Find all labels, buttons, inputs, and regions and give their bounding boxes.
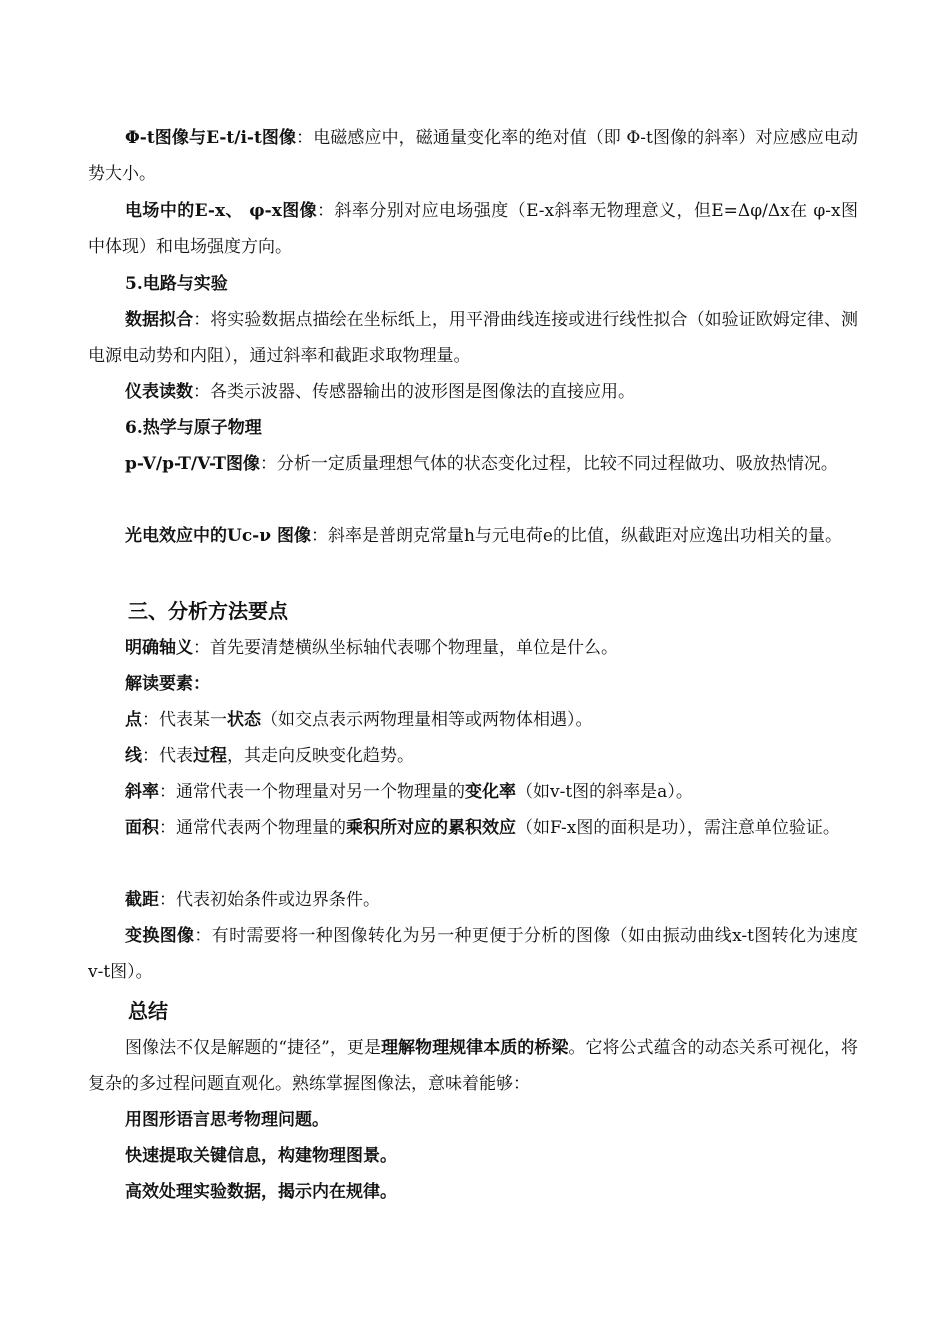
paragraph-summary [88, 1030, 858, 1102]
paragraph-photoelectric-graph [88, 518, 858, 554]
paragraph-ability-1: 用图形语言思考物理问题。 [125, 1110, 329, 1130]
paragraph-text: ：电磁感应中，磁通量变化率的绝对值（即 Φ-t图像的斜率）对应感应电动势大小。 [88, 128, 858, 184]
paragraph-emphasis: 过程 [193, 746, 227, 766]
paragraph-label: 线 [125, 746, 142, 766]
paragraph-text: ：代表某一 [142, 710, 227, 730]
section-thermal-atomic: 6.热学与原子物理 [125, 418, 262, 438]
paragraph-pvt-graph [88, 446, 858, 482]
paragraph-text: ：斜率是普朗克常量h与元电荷e的比值，纵截距对应逸出功相关的量。 [310, 526, 842, 546]
paragraph-label: 仪表读数 [125, 382, 193, 402]
paragraph-text: ：通常代表两个物理量的 [159, 818, 346, 838]
paragraph-text: （如v-t图的斜率是a）。 [516, 782, 693, 802]
section-circuit-experiment: 5.电路与实验 [125, 274, 228, 294]
paragraph-label: 面积 [125, 818, 159, 838]
paragraph-text: 图像法不仅是解题的“捷径”，更是 [125, 1038, 381, 1058]
paragraph-label: Φ-t图像与E-t/i-t图像 [125, 128, 297, 148]
paragraph-text: ：通常代表一个物理量对另一个物理量的 [159, 782, 465, 802]
paragraph-label: 电场中的E-x、 φ-x图像 [125, 201, 318, 221]
paragraph-label: 明确轴义 [125, 638, 193, 658]
paragraph-emphasis: 乘积所对应的累积效应 [346, 818, 516, 838]
paragraph-slope [88, 774, 858, 810]
paragraph-text: ，其走向反映变化趋势。 [227, 746, 414, 766]
paragraph-line [88, 738, 858, 774]
paragraph-phi-t-graph [88, 120, 858, 192]
paragraph-text: ：代表初始条件或边界条件。 [159, 890, 380, 910]
paragraph-point [88, 702, 858, 738]
paragraph-text: ：首先要清楚横纵坐标轴代表哪个物理量，单位是什么。 [193, 638, 618, 658]
paragraph-axis-meaning [88, 630, 858, 666]
paragraph-text: （如F-x图的面积是功），需注意单位验证。 [516, 818, 840, 838]
paragraph-transform-graph [88, 918, 858, 990]
paragraph-text: ：分析一定质量理想气体的状态变化过程，比较不同过程做功、吸放热情况。 [259, 454, 838, 474]
paragraph-label: 变换图像 [125, 926, 195, 946]
paragraph-text: ：将实验数据点描绘在坐标纸上，用平滑曲线连接或进行线性拟合（如验证欧姆定律、测电源电动势和内阻），通过斜率和截距求取物理量。 [88, 310, 859, 366]
paragraph-emphasis: 理解物理规律本质的桥梁 [380, 1038, 569, 1058]
paragraph-text: 。它将公式蕴含的动态关系可视化，将复杂的多过程问题直观化。熟练掌握图像法，意味着能够： [88, 1038, 859, 1094]
paragraph-text: ：斜率分别对应电场强度（E-x斜率无物理意义，但E=Δφ/Δx在 φ-x图中体现）和电场强度方向。 [88, 201, 858, 257]
paragraph-data-fitting [88, 302, 858, 374]
paragraph-interpretation-elements: 解读要素： [125, 674, 210, 694]
paragraph-label: 光电效应中的Uc-ν 图像 [125, 526, 311, 546]
paragraph-text: ：代表 [142, 746, 193, 766]
paragraph-intercept [88, 882, 858, 918]
paragraph-label: p-V/p-T/V-T图像 [125, 454, 260, 474]
paragraph-text: ：有时需要将一种图像转化为另一种更便于分析的图像（如由振动曲线x-t图转化为速度v-t图）。 [88, 926, 859, 982]
paragraph-ability-3: 高效处理实验数据，揭示内在规律。 [125, 1182, 397, 1202]
heading-analysis-methods: 三、分析方法要点 [128, 599, 288, 623]
paragraph-area [88, 810, 858, 846]
heading-summary: 总结 [128, 999, 168, 1023]
paragraph-instrument-reading [88, 374, 858, 410]
paragraph-label: 截距 [125, 890, 159, 910]
paragraph-emphasis: 状态 [227, 710, 261, 730]
paragraph-text: ：各类示波器、传感器输出的波形图是图像法的直接应用。 [193, 382, 635, 402]
paragraph-emphasis: 变化率 [465, 782, 516, 802]
paragraph-electric-field-graph [88, 193, 858, 265]
paragraph-label: 斜率 [125, 782, 159, 802]
paragraph-label: 点 [125, 710, 142, 730]
paragraph-text: （如交点表示两物理量相等或两物体相遇）。 [261, 710, 593, 730]
paragraph-ability-2: 快速提取关键信息，构建物理图景。 [125, 1146, 397, 1166]
paragraph-label: 数据拟合 [125, 310, 194, 330]
